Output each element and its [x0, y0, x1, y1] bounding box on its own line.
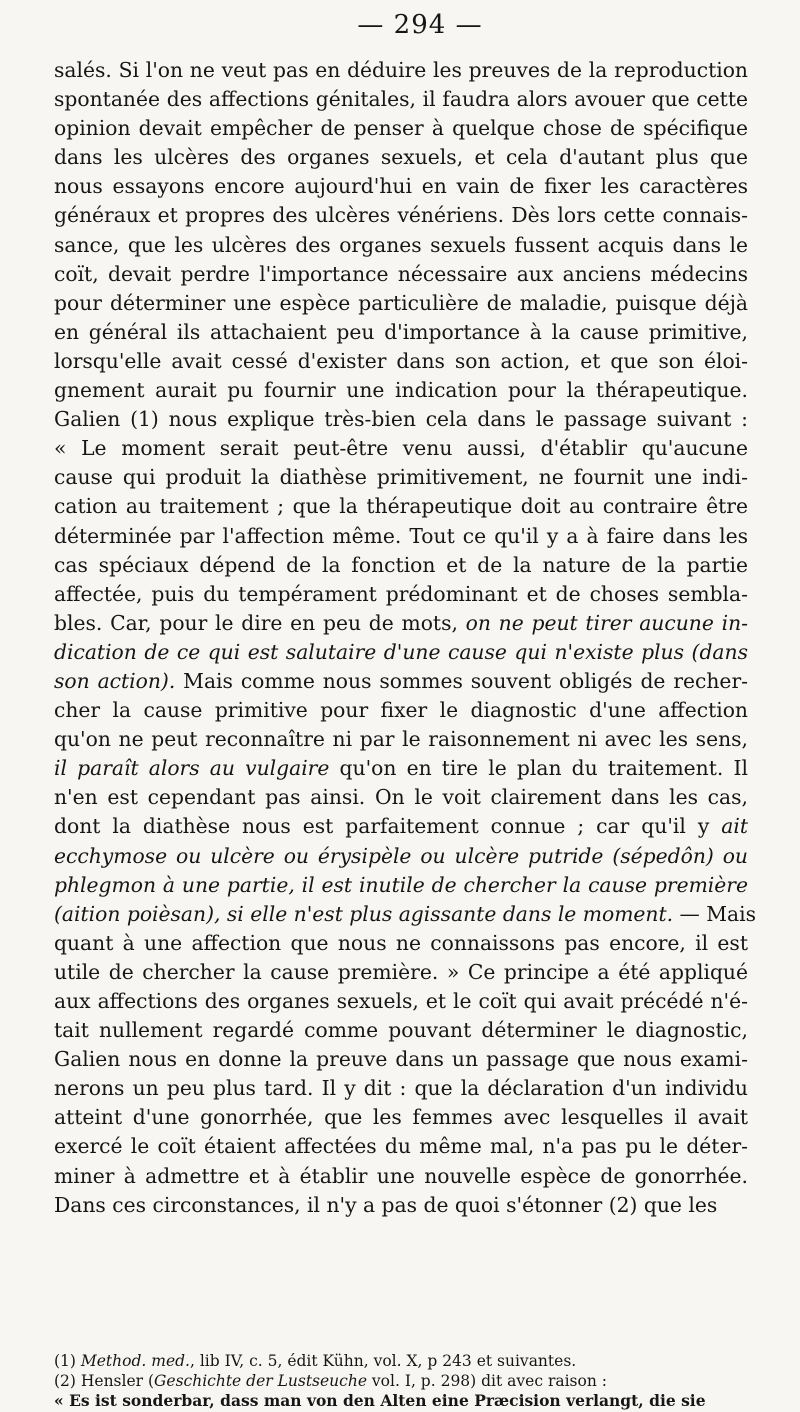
body-line — [54, 1162, 748, 1191]
text-run: Dans ces circonstances, il n'y a pas de quoi s'étonner (2) que les — [54, 1192, 718, 1217]
text-run: tait nullement regardé comme pouvant déterminer le diagnostic, — [54, 1018, 748, 1043]
footnote-line — [54, 1352, 748, 1372]
text-run: « Le moment serait peut-être venu aussi, d'établir qu'aucune — [54, 436, 748, 461]
text-run: cher la cause primitive pour fixer le diagnostic d'une affection — [54, 698, 748, 723]
text-run: Method. med. — [80, 1352, 190, 1370]
text-run: Galien nous en donne la preuve dans un passage que nous exami- — [54, 1047, 748, 1072]
text-run: (1) — [54, 1352, 81, 1370]
text-run: ecchymose ou ulcère ou érysipèle ou ulcère putride (sépedôn) ou — [54, 843, 748, 868]
text-run: son action). — [54, 668, 176, 693]
text-run: il paraît alors au vulgaire — [54, 756, 330, 781]
text-run: dans les ulcères des organes sexuels, et cela d'autant plus que — [54, 145, 748, 170]
text-run: aux affections des organes sexuels, et le coït qui avait précédé n'é- — [54, 989, 748, 1013]
body-line — [54, 172, 748, 201]
page-number: — 294 — — [357, 10, 483, 40]
text-run: cation au traitement ; que la thérapeutique doit au contraire être — [54, 494, 748, 519]
body-line — [54, 260, 748, 289]
body-line — [54, 201, 748, 230]
text-run: opinion devait empêcher de penser à quelque chose de spécifique — [54, 116, 748, 141]
text-run: exercé le coït étaient affectées du même mal, n'a pas pu le déter- — [54, 1134, 748, 1159]
text-run: déterminée par l'affection même. Tout ce qu'il y a à faire dans les — [54, 523, 748, 548]
body-line — [54, 871, 748, 900]
text-run: qu'on ne peut reconnaître ni par le raisonnement ni avec les sens, — [54, 727, 748, 752]
text-run: n'en est cependant pas ainsi. On le voit clairement dans les cas, — [54, 785, 748, 810]
text-run: (aition poièsan), si elle n'est plus agissante dans le moment. — [54, 901, 674, 926]
text-run: miner à admettre et à établir une nouvelle espèce de gonorrhée. — [54, 1163, 748, 1188]
body-line — [54, 463, 748, 492]
body-line — [54, 1074, 748, 1103]
body-text — [54, 56, 757, 1220]
text-run: atteint d'une gonorrhée, que les femmes avec lesquelles il avait — [54, 1105, 748, 1130]
body-line — [54, 580, 748, 609]
body-line — [54, 958, 748, 987]
body-line — [54, 522, 748, 551]
text-run: — Mais — [673, 901, 757, 926]
body-line — [54, 492, 748, 521]
body-line — [54, 609, 748, 638]
text-run: pour déterminer une espèce particulière de maladie, puisque déjà — [54, 290, 748, 315]
body-line — [54, 347, 748, 376]
body-line — [54, 1045, 748, 1074]
text-run: (2) Hensler ( — [54, 1371, 155, 1390]
body-line — [54, 1191, 748, 1220]
text-run: dication de ce qui est salutaire d'une cause qui n'existe plus (dans — [54, 639, 748, 664]
text-run: en général ils attachaient peu d'importance à la cause primitive, — [54, 319, 748, 344]
footnotes — [54, 1352, 748, 1411]
text-run: affectée, puis du tempérament prédominant et de choses sembla- — [54, 581, 748, 606]
body-line — [54, 143, 748, 172]
body-line — [54, 56, 748, 85]
text-run: nerons un peu plus tard. Il y dit : que la déclaration d'un individu — [54, 1076, 748, 1101]
body-line — [54, 696, 748, 725]
body-line — [54, 85, 748, 114]
body-line — [54, 638, 748, 667]
body-line — [54, 551, 748, 580]
body-line — [54, 667, 748, 696]
text-run: spontanée des affections génitales, il faudra alors avouer que cette — [54, 87, 748, 112]
text-run: sance, que les ulcères des organes sexuels fussent acquis dans le — [54, 232, 748, 257]
body-line — [54, 1016, 748, 1045]
text-run: généraux et propres des ulcères vénériens. Dès lors cette connais- — [54, 203, 748, 228]
body-line — [54, 376, 748, 405]
text-run: gnement aurait pu fournir une indication pour la thérapeutique. — [54, 378, 748, 403]
text-run: « Es ist sonderbar, dass man von den Alten eine Præcision verlangt, die sie — [54, 1391, 706, 1410]
body-line — [54, 1132, 748, 1161]
text-run: salés. Si l'on ne veut pas en déduire les preuves de la reproduction — [54, 58, 748, 82]
text-run: , lib IV, c. 5, édit Kühn, vol. X, p 243 et suivantes. — [189, 1352, 577, 1370]
body-line — [54, 725, 748, 754]
body-line — [54, 1103, 748, 1132]
body-line — [54, 900, 757, 929]
body-line — [54, 783, 748, 812]
body-line — [54, 231, 748, 260]
text-run: dont la diathèse nous est parfaitement connue ; car qu'il y — [54, 814, 722, 839]
body-line — [54, 987, 748, 1016]
text-run: coït, devait perdre l'importance nécessaire aux anciens médecins — [54, 261, 748, 286]
body-line — [54, 929, 748, 958]
body-line — [54, 318, 748, 347]
text-run: bles. Car, pour le dire en peu de mots, — [54, 610, 466, 635]
body-line — [54, 812, 748, 841]
text-run: phlegmon à une partie, il est inutile de chercher la cause première — [54, 872, 748, 897]
text-run: on ne peut tirer aucune in- — [465, 610, 748, 635]
text-run: vol. I, p. 298) dit avec raison : — [367, 1371, 607, 1390]
text-run: utile de chercher la cause première. » Ce principe a été appliqué — [54, 959, 748, 984]
body-line — [54, 842, 748, 871]
body-line — [54, 754, 748, 783]
body-line — [54, 405, 748, 434]
text-run: Galien (1) nous explique très-bien cela dans le passage suivant : — [54, 407, 748, 432]
text-run: quant à une affection que nous ne connaissons pas encore, il est — [54, 930, 748, 955]
text-run: nous essayons encore aujourd'hui en vain de fixer les caractères — [54, 174, 748, 199]
text-run: Mais comme nous sommes souvent obligés de recher- — [175, 668, 748, 693]
text-run: cas spéciaux dépend de la fonction et de la nature de la partie — [54, 552, 748, 577]
text-run: cause qui produit la diathèse primitivement, ne fournit une indi- — [54, 465, 748, 490]
text-run: Geschichte der Lustseuche — [154, 1371, 367, 1390]
text-run: lorsqu'elle avait cessé d'exister dans son action, et que son éloi- — [54, 348, 748, 373]
body-line — [54, 114, 748, 143]
text-run: qu'on en tire le plan du traitement. Il — [329, 756, 748, 781]
body-line — [54, 434, 748, 463]
text-run: ait — [721, 814, 748, 839]
footnote-line — [54, 1391, 748, 1411]
body-line — [54, 289, 748, 318]
footnote-line — [54, 1372, 748, 1392]
